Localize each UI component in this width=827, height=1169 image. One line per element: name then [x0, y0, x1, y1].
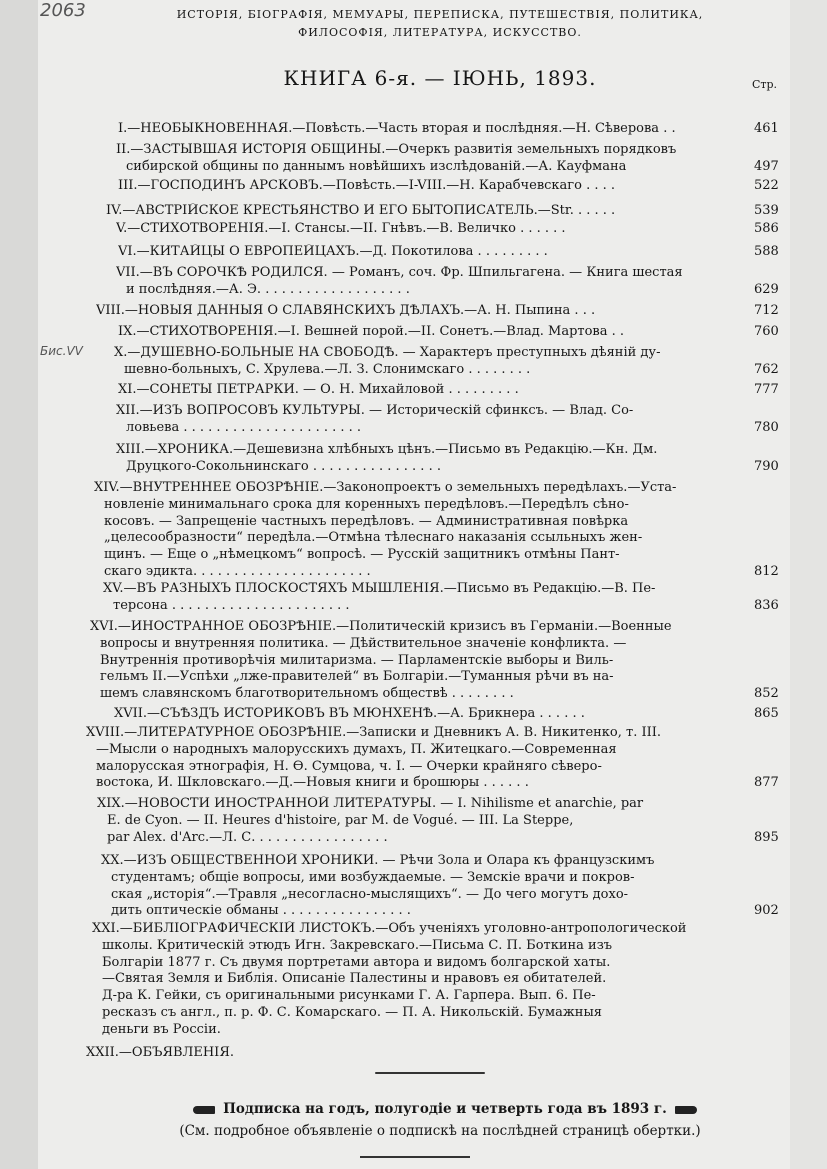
- toc-entry-line: гельмъ II.—Успѣхи „лже-правителей“ въ Болгаріи.—Туманныя рѣчи въ на-: [100, 669, 614, 685]
- header-line-2: ФИЛОСОФІЯ, ЛИТЕРАТУРА, ИСКУССТВО.: [298, 26, 582, 39]
- toc-page-number: 895: [754, 829, 779, 845]
- toc-entry-line: деньги въ Россіи.: [102, 1021, 221, 1037]
- toc-entry: [101, 853, 740, 920]
- toc-page-number: 629: [754, 281, 779, 297]
- toc-entry-line: ресказъ съ англ., п. р. Ф. С. Комарскаго. — П. А. Никольскій. Бумажныя: [102, 1004, 603, 1020]
- toc-page-number: 461: [754, 121, 779, 136]
- toc-page-number: 762: [754, 361, 779, 377]
- toc-entry-line: малорусская этнографія, Н. Ѳ. Сумцова, ч. I. — Очерки крайняго сѣверо-: [96, 758, 602, 774]
- toc-entry-line: XIII.—ХРОНИКА.—Дешевизна хлѣбныхъ цѣнъ.—Письмо въ Редакцію.—Кн. Дм.: [116, 442, 658, 457]
- toc-entry: [116, 403, 740, 437]
- header-line-1: ИСТОРІЯ, БІОГРАФІЯ, МЕМУАРЫ, ПЕРЕПИСКА, ПУТЕШЕСТВІЯ, ПОЛИТИКА,: [176, 8, 704, 21]
- toc-entry-line: косовъ. — Запрещеніе частныхъ передѣловъ. — Административная повѣрка: [104, 513, 629, 529]
- toc-entry-line: вопросы и внутренняя политика. — Дѣйствительное значеніе конфликта. —: [100, 635, 627, 651]
- page-column-label: Стр.: [752, 78, 778, 91]
- subscription-text: Подписка на годъ, полугодіе и четверть года въ 1893 г.: [223, 1101, 667, 1117]
- toc-entry-line: Болгаріи 1877 г. Съ двумя портретами автора и видомъ болгарской хаты.: [102, 954, 611, 970]
- toc-entry-line: XXII.—ОБЪЯВЛЕНІЯ.: [86, 1045, 234, 1060]
- toc-entry-line: студентамъ; общіе вопросы, ими возбуждаемые. — Земскіе врачи и покров-: [111, 869, 635, 885]
- toc-entry: [96, 303, 740, 320]
- toc-entry: [116, 221, 740, 238]
- toc-entry-line: школы. Критическій этюдъ Игн. Закревскаго.—Письма С. П. Боткина изъ: [102, 937, 613, 953]
- toc-entry-line: IX.—СТИХОТВОРЕНІЯ.—I. Вешней порой.—II. Сонетъ.—Влад. Мартова . .: [118, 324, 625, 339]
- toc-entry: [94, 480, 740, 581]
- toc-entry-line: XII.—ИЗЪ ВОПРОСОВЪ КУЛЬТУРЫ. — Историческій сфинксъ. — Влад. Со-: [116, 403, 634, 418]
- toc-page-number: 852: [754, 686, 779, 702]
- toc-entry: [116, 265, 740, 299]
- subscription-notice: [145, 1101, 745, 1117]
- toc-page-number: 522: [754, 178, 779, 193]
- toc-entry-line: „целесообразности“ передѣла.—Отмѣна тѣлеснаго наказанія ссыльныхъ жен-: [104, 530, 643, 546]
- toc-entry-line: I.—НЕОБЫКНОВЕННАЯ.—Повѣсть.—Часть вторая и послѣдняя.—Н. Сѣверова . .: [118, 121, 676, 136]
- toc-entry-line: скаго эдикта. . . . . . . . . . . . . . . . . . . . . .: [104, 563, 371, 579]
- toc-entry-line: ская „исторія“.—Травля „несогласно-мыслящихъ“. — До чего могутъ дохо-: [111, 886, 629, 902]
- pointing-hand-icon: [675, 1106, 697, 1114]
- toc-entry-line: XVIII.—ЛИТЕРАТУРНОЕ ОБОЗРѢНІЕ.—Записки и Дневникъ А. В. Никитенко, т. III.: [86, 725, 662, 740]
- toc-entry-line: щинъ. — Еще о „нѣмецкомъ“ вопросѣ. — Русскій защитникъ отмѣны Пант-: [104, 547, 620, 563]
- toc-entry: [116, 142, 740, 176]
- toc-entry-line: дить оптическіе обманы . . . . . . . . . . . . . . . .: [111, 903, 411, 919]
- toc-entry: [97, 796, 740, 846]
- bottom-ornament: [360, 1156, 470, 1158]
- toc-entry: [106, 203, 740, 220]
- toc-entry-line: III.—ГОСПОДИНЪ АРСКОВЪ.—Повѣсть.—I-VIII.—Н. Карабчевскаго . . . .: [118, 178, 616, 193]
- handwritten-stamp: 2063: [40, 0, 86, 21]
- toc-entry-line: XI.—СОНЕТЫ ПЕТРАРКИ. — О. Н. Михайловой . . . . . . . . .: [118, 382, 519, 397]
- toc-page-number: 712: [754, 303, 779, 318]
- toc-entry-line: VII.—ВЪ СОРОЧКѢ РОДИЛСЯ. — Романъ, соч. Фр. Шпильгагена. — Книга шестая: [116, 265, 683, 280]
- toc-entry: [118, 178, 740, 195]
- toc-entry-line: E. de Cyon. — II. Heures d'histoire, par M. de Vogué. — III. La Steppe,: [107, 812, 574, 828]
- toc-page-number: 497: [754, 158, 779, 174]
- toc-entry-line: новленіе минимальнаго срока для коренныхъ передѣловъ.—Передѣлъ сѣно-: [104, 496, 629, 512]
- toc-entry-line: XVI.—ИНОСТРАННОЕ ОБОЗРѢНІЕ.—Политическій кризисъ въ Германіи.—Военные: [90, 619, 672, 634]
- toc-entry-line: XIV.—ВНУТРЕННЕЕ ОБОЗРѢНІЕ.—Законопроектъ о земельныхъ передѣлахъ.—Уста-: [94, 480, 677, 495]
- toc-page-number: 812: [754, 564, 779, 579]
- pointing-hand-icon: [193, 1106, 215, 1114]
- toc-entry-line: IV.—АВСТРІЙСКОЕ КРЕСТЬЯНСТВО И ЕГО БЫТОПИСАТЕЛЬ.—Str. . . . . .: [106, 203, 616, 218]
- margin-note: Бис.VV: [40, 344, 83, 358]
- toc-entry-line: —Мысли о народныхъ малорусскихъ думахъ, П. Житецкаго.—Современная: [96, 741, 617, 757]
- toc-entry: [103, 581, 740, 615]
- toc-entry-line: востока, И. Шкловскаго.—Д.—Новыя книги и брошюры . . . . . .: [96, 775, 529, 791]
- toc-entry-line: ловьева . . . . . . . . . . . . . . . . . . . . . .: [126, 419, 362, 435]
- toc-entry-line: сибирской общины по даннымъ новѣйшихъ изслѣдованій.—А. Кауфмана: [126, 158, 627, 174]
- toc-entry-line: терсона . . . . . . . . . . . . . . . . . . . . . .: [113, 597, 350, 613]
- toc-entry-line: XIX.—НОВОСТИ ИНОСТРАННОЙ ЛИТЕРАТУРЫ. — I. Nihilisme et anarchie, par: [97, 796, 644, 811]
- toc-page-number: 902: [754, 903, 779, 919]
- toc-entry-line: XVII.—СЪѢЗДЪ ИСТОРИКОВЪ ВЪ МЮНХЕНѢ.—А. Брикнера . . . . . .: [114, 706, 585, 721]
- subscription-reference: (См. подробное объявленіе о подпискѣ на послѣдней страницѣ обертки.): [179, 1123, 701, 1139]
- toc-entry: [86, 725, 740, 792]
- toc-entry: [90, 619, 740, 703]
- toc-entry: [118, 121, 740, 138]
- toc-entry-line: XXI.—БИБЛІОГРАФИЧЕСКІЙ ЛИСТОКЪ.—Объ ученіяхъ уголовно-антропологической: [92, 921, 687, 936]
- toc-page-number: 836: [754, 597, 779, 613]
- toc-entry-line: X.—ДУШЕВНО-БОЛЬНЫЕ НА СВОБОДѢ. — Характеръ преступныхъ дѣяній ду-: [114, 345, 661, 360]
- toc-page-number: 588: [754, 244, 779, 259]
- toc-page-number: 539: [754, 203, 779, 218]
- toc-entry-line: XV.—ВЪ РАЗНЫХЪ ПЛОСКОСТЯХЪ МЫШЛЕНІЯ.—Письмо въ Редакцію.—В. Пе-: [103, 581, 656, 596]
- toc-page-number: 790: [754, 458, 779, 474]
- toc-page-number: 780: [754, 419, 779, 435]
- toc-entry-line: V.—СТИХОТВОРЕНІЯ.—I. Стансы.—II. Гнѣвъ.—В. Величко . . . . . .: [116, 221, 566, 236]
- issue-title: КНИГА 6-я. — ІЮНЬ, 1893.: [283, 66, 597, 90]
- toc-entry-line: II.—ЗАСТЫВШАЯ ИСТОРІЯ ОБЩИНЫ.—Очеркъ развитія земельныхъ порядковъ: [116, 142, 677, 157]
- toc-entry: [118, 244, 740, 261]
- toc-entry: [92, 921, 740, 1039]
- toc-entry-line: шевно-больныхъ, С. Хрулева.—Л. З. Слонимскаго . . . . . . . .: [124, 361, 531, 377]
- toc-page-number: 777: [754, 382, 779, 397]
- toc-entry: [118, 382, 740, 399]
- toc-entry-line: XX.—ИЗЪ ОБЩЕСТВЕННОЙ ХРОНИКИ. — Рѣчи Зола и Олара къ французскимъ: [101, 853, 655, 868]
- toc-entry-line: VIII.—НОВЫЯ ДАННЫЯ О СЛАВЯНСКИХЪ ДѢЛАХЪ.—А. Н. Пыпина . . .: [96, 303, 596, 318]
- toc-entry-line: шемъ славянскомъ благотворительномъ обществѣ . . . . . . . .: [100, 686, 514, 702]
- toc-page-number: 865: [754, 706, 779, 721]
- toc-page-number: 760: [754, 324, 779, 339]
- toc-entry: [116, 442, 740, 476]
- toc-entry-line: и послѣдняя.—А. Э. . . . . . . . . . . . . . . . . . .: [126, 281, 410, 297]
- toc-entry-line: Внутреннія противорѣчія милитаризма. — Парламентскіе выборы и Виль-: [100, 652, 614, 668]
- divider-ornament: [375, 1072, 485, 1074]
- toc-entry: [114, 345, 740, 379]
- toc-entry: [114, 706, 740, 723]
- toc-entry-line: Д-ра К. Гейки, съ оригинальными рисунками Г. А. Гарпера. Вып. 6. Пе-: [102, 988, 596, 1004]
- toc-entry: [118, 324, 740, 341]
- toc-entry-line: par Alex. d'Arc.—Л. С. . . . . . . . . . . . . . . . .: [107, 829, 388, 845]
- toc-entry-line: Друцкого-Сокольнинскаго . . . . . . . . . . . . . . . .: [126, 458, 441, 474]
- toc-page-number: 877: [754, 775, 779, 791]
- toc-page-number: 586: [754, 221, 779, 236]
- toc-entry: [86, 1045, 740, 1062]
- toc-entry-line: VI.—КИТАЙЦЫ О ЕВРОПЕЙЦАХЪ.—Д. Покотилова . . . . . . . . .: [118, 244, 548, 259]
- toc-entry-line: —Святая Земля и Библія. Описаніе Палестины и нравовъ ея обитателей.: [102, 971, 607, 987]
- page-edge: [790, 0, 827, 1169]
